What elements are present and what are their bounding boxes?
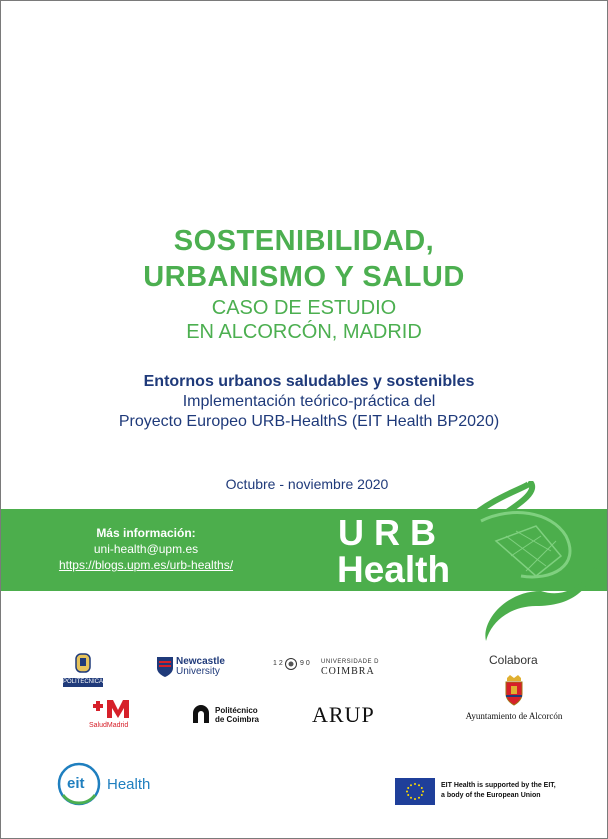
ayuntamiento-logo (456, 674, 572, 721)
coimbra-emblem-icon (285, 657, 297, 671)
eu-flag-icon (395, 778, 435, 805)
salud-madrid-label: SaludMadrid (89, 722, 129, 729)
coimbra-label-2: COIMBRA (321, 666, 375, 677)
colabora-label: Colabora (489, 653, 538, 667)
upm-logo (63, 651, 103, 687)
eu-label-2: a body of the European Union (441, 792, 541, 799)
coimbra-year-left: 1 2 (273, 660, 283, 667)
ayuntamiento-label: Ayuntamiento de Alcorcón (465, 711, 563, 721)
info-block (1, 525, 291, 573)
coimbra-year-right: 9 0 (300, 660, 310, 667)
newcastle-label-1: Newcastle (176, 656, 225, 667)
subtitle-line-1: CASO DE ESTUDIO (211, 297, 397, 319)
title-block (1, 223, 607, 344)
upm-label: POLITÉCNICA (63, 679, 104, 685)
newcastle-label-2: University (176, 666, 220, 677)
arup-logo: ARUP (312, 702, 375, 727)
newcastle-shield-icon (156, 656, 174, 678)
urb-wordmark: URB (338, 512, 446, 553)
salud-madrid-logo (89, 698, 137, 729)
info-heading: Más información: (96, 526, 196, 540)
upm-crest-icon (72, 651, 94, 675)
main-title-line-1: SOSTENIBILIDAD, (173, 225, 435, 257)
coimbra-label-1: UNIVERSIDADE D (321, 659, 380, 665)
info-email-link[interactable]: uni-health@upm.es (93, 542, 199, 556)
eu-label-1: EIT Health is supported by the EIT, (441, 782, 556, 789)
date-text: Octubre - noviembre 2020 (225, 476, 389, 492)
info-url-link[interactable]: https://blogs.upm.es/urb-healths/ (58, 558, 234, 572)
theme-heading: Entornos urbanos saludables y sostenibles (143, 373, 475, 390)
politecnico-label-1: Politécnico (215, 706, 258, 715)
politecnico-label-2: de Coimbra (215, 715, 260, 724)
urb-health-swirl-graphic (441, 481, 607, 646)
alcorcon-coat-of-arms-icon (503, 674, 525, 706)
subtitle-line-2: EN ALCORCÓN, MADRID (186, 321, 422, 343)
eit-health-label: Health (107, 776, 151, 793)
salud-madrid-mark-icon (89, 698, 137, 720)
eit-label: eit (67, 775, 85, 792)
theme-line-1: Implementación teórico-práctica del (182, 393, 436, 410)
theme-block (1, 372, 608, 432)
health-wordmark: Health (337, 549, 451, 590)
coimbra-logo (273, 657, 383, 679)
main-title-line-2: URBANISMO Y SALUD (143, 261, 465, 293)
theme-line-2: Proyecto Europeo URB-HealthS (EIT Health BP2020) (118, 413, 500, 430)
politecnico-arch-icon (191, 704, 211, 724)
